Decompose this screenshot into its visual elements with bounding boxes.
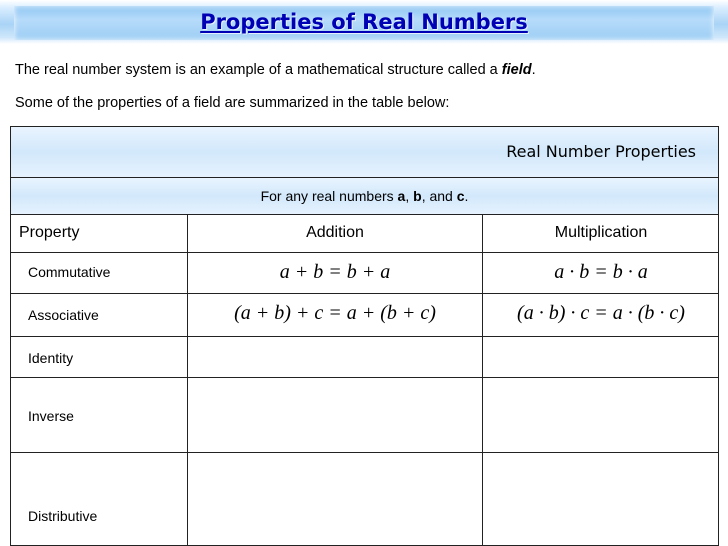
addition-cell	[187, 253, 482, 293]
field-term: field	[501, 62, 532, 78]
property-name: Associative	[28, 307, 99, 323]
multiplication-formula: (a · b) · c = a · (b · c)	[517, 302, 685, 324]
subtitle-sep-1: ,	[405, 188, 414, 204]
header-addition	[187, 215, 482, 252]
table-caption: Real Number Properties	[506, 142, 696, 161]
intro-line-2: Some of the properties of a field are summarized in the table below:	[15, 95, 450, 111]
page-title: Properties of Real Numbers	[200, 10, 528, 34]
subtitle-text: For any real numbers	[260, 188, 398, 204]
table-row	[11, 253, 718, 294]
table-subtitle-row	[11, 178, 718, 215]
property-name: Commutative	[28, 264, 111, 280]
property-name: Identity	[28, 350, 74, 366]
multiplication-cell	[482, 337, 719, 377]
intro-line-1	[15, 62, 536, 78]
property-cell	[11, 337, 186, 377]
var-a: a	[397, 188, 406, 204]
table-caption-row	[11, 127, 718, 178]
multiplication-cell	[482, 378, 719, 452]
addition-cell	[187, 378, 482, 452]
property-cell	[11, 253, 186, 293]
header-property	[11, 215, 186, 252]
subtitle-period: .	[464, 188, 469, 204]
header-addition-label: Addition	[306, 224, 364, 241]
property-cell	[11, 453, 186, 545]
addition-cell	[187, 453, 482, 545]
header-property-label: Property	[19, 224, 80, 241]
header-multiplication-label: Multiplication	[554, 224, 648, 241]
property-cell	[11, 294, 186, 336]
var-c: c	[456, 188, 465, 204]
property-cell	[11, 378, 186, 452]
multiplication-formula: a · b = b · a	[554, 261, 648, 283]
table-row	[11, 337, 718, 378]
table-row	[11, 294, 718, 337]
intro-line-1-text: The real number system is an example of a mathematical structure called a	[15, 62, 502, 78]
table-subtitle	[11, 188, 718, 204]
multiplication-cell	[482, 294, 719, 336]
var-b: b	[413, 188, 422, 204]
multiplication-cell	[482, 253, 719, 293]
multiplication-cell	[482, 453, 719, 545]
addition-formula: a + b = b + a	[279, 261, 391, 283]
table-row	[11, 453, 718, 545]
table-row	[11, 378, 718, 453]
intro-line-1-period: .	[531, 62, 536, 78]
addition-cell	[187, 294, 482, 336]
property-name: Distributive	[28, 508, 98, 524]
subtitle-sep-2: , and	[421, 188, 457, 204]
table-header-row	[11, 215, 718, 253]
addition-formula: (a + b) + c = a + (b + c)	[234, 302, 436, 324]
header-multiplication	[482, 215, 719, 252]
addition-cell	[187, 337, 482, 377]
properties-table	[10, 126, 719, 546]
property-name: Inverse	[28, 408, 74, 424]
